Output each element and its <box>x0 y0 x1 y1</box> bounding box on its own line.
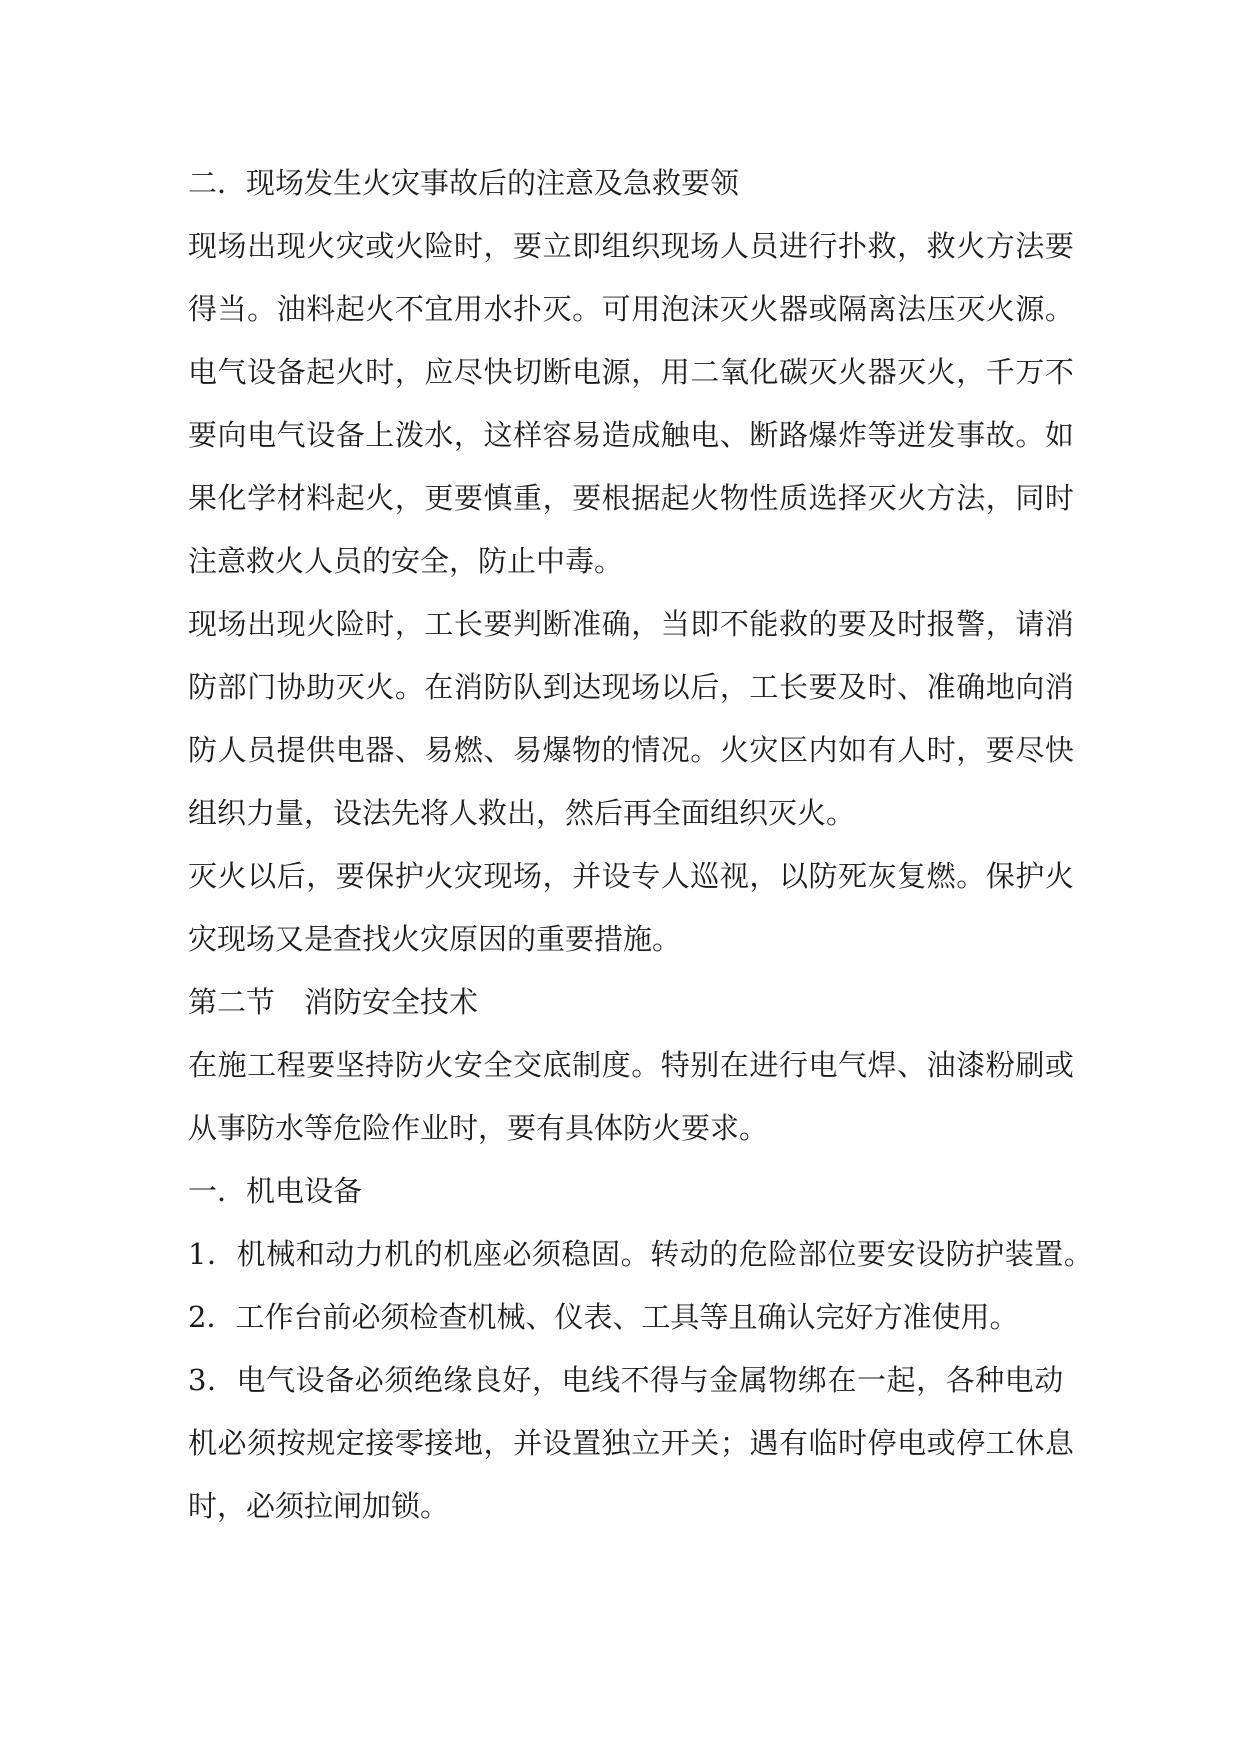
paragraph-line: 时，必须拉闸加锁。 <box>188 1489 450 1523</box>
list-item: 1 ． 机 械 和 动 力 机 的 机 座 必 须 稳 固 。 转 动 的 危 险 部 位 要 安 设 防 护 装 置 。 <box>188 1237 1093 1271</box>
paragraph-line: 灭 火 以 后 ， 要 保 护 火 灾 现 场 ， 并 设 专 人 巡 视 ， 以 防 死 灰 复 燃 。 保 护 火 <box>188 859 1074 893</box>
section-heading: 一．机电设备 <box>188 1174 363 1208</box>
section-heading: 第二节 消防安全技术 <box>188 985 479 1019</box>
paragraph-line: 果 化 学 材 料 起 火 ， 更 要 慎 重 ， 要 根 据 起 火 物 性 质 选 择 灭 火 方 法 ， 同 时 <box>188 481 1074 515</box>
list-item: 2．工作台前必须检查机械、仪表、工具等且确认完好方准使用。 <box>188 1300 1019 1334</box>
paragraph-line: 灾现场又是查找火灾原因的重要措施。 <box>188 922 682 956</box>
paragraph-line: 注意救火人员的安全，防止中毒。 <box>188 544 624 578</box>
paragraph-line: 电 气 设 备 起 火 时 ， 应 尽 快 切 断 电 源 ， 用 二 氧 化 碳 灭 火 器 灭 火 ， 千 万 不 <box>188 355 1074 389</box>
section-heading: 二．现场发生火灾事故后的注意及急救要领 <box>188 166 740 200</box>
paragraph-line: 防 人 员 提 供 电 器 、 易 燃 、 易 爆 物 的 情 况 。 火 灾 区 内 如 有 人 时 ， 要 尽 快 <box>188 733 1074 767</box>
paragraph-line: 现 场 出 现 火 灾 或 火 险 时 ， 要 立 即 组 织 现 场 人 员 进 行 扑 救 ， 救 火 方 法 要 <box>188 229 1074 263</box>
paragraph-line: 机 必 须 按 规 定 接 零 接 地 ， 并 设 置 独 立 开 关 ； 遇 有 临 时 停 电 或 停 工 休 息 <box>188 1426 1074 1460</box>
paragraph-line: 现 场 出 现 火 险 时 ， 工 长 要 判 断 准 确 ， 当 即 不 能 救 的 要 及 时 报 警 ， 请 消 <box>188 607 1074 641</box>
paragraph-line: 要 向 电 气 设 备 上 泼 水 ， 这 样 容 易 造 成 触 电 、 断 路 爆 炸 等 迸 发 事 故 。 如 <box>188 418 1074 452</box>
paragraph-line: 从事防水等危险作业时，要有具体防火要求。 <box>188 1111 769 1145</box>
paragraph-line: 防 部 门 协 助 灭 火 。 在 消 防 队 到 达 现 场 以 后 ， 工 长 要 及 时 、 准 确 地 向 消 <box>188 670 1074 704</box>
paragraph-line: 得 当 。 油 料 起 火 不 宜 用 水 扑 灭 。 可 用 泡 沫 灭 火 器 或 隔 离 法 压 灭 火 源 。 <box>188 292 1074 326</box>
paragraph-line: 在 施 工 程 要 坚 持 防 火 安 全 交 底 制 度 。 特 别 在 进 行 电 气 焊 、 油 漆 粉 刷 或 <box>188 1048 1074 1082</box>
list-item: 3 ． 电 气 设 备 必 须 绝 缘 良 好 ， 电 线 不 得 与 金 属 物 绑 在 一 起 ， 各 种 电 动 <box>188 1363 1064 1397</box>
paragraph-line: 组织力量，设法先将人救出，然后再全面组织灭火。 <box>188 796 856 830</box>
document-page <box>188 152 1093 1538</box>
